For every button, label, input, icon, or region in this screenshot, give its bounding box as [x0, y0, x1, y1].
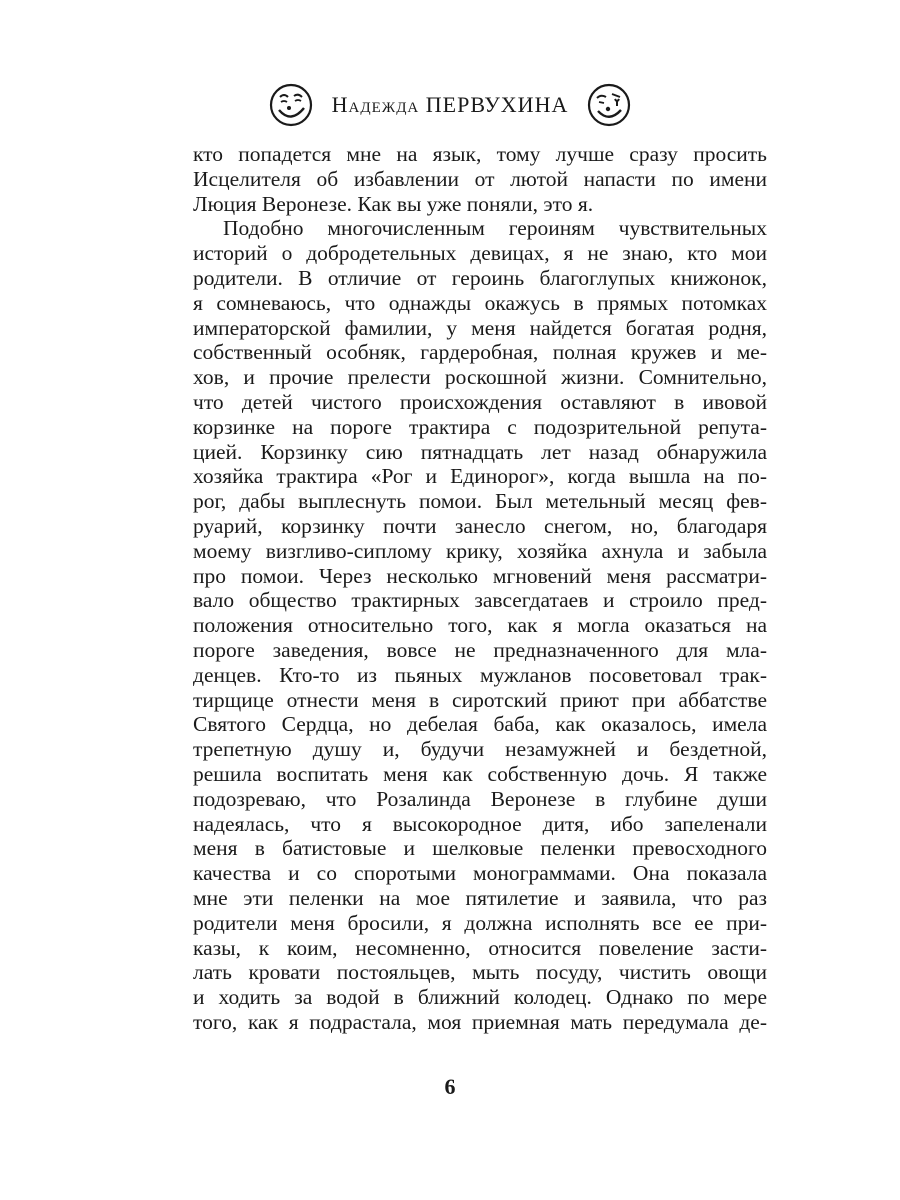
- winking-face-icon: [586, 82, 632, 128]
- text-line: про помои. Через несколько мгновений меня рассматри-: [193, 563, 767, 588]
- text-line: пороге заведения, вовсе не предназначенного для мла-: [193, 637, 767, 662]
- text-line: историй о добродетельных девицах, я не знаю, кто мои: [193, 241, 767, 266]
- text-line: хозяйка трактира «Рог и Единорог», когда вышла на по-: [193, 464, 767, 489]
- text-line: корзинке на пороге трактира с подозрительной репута-: [193, 414, 767, 439]
- text-line: Подобно многочисленным героиням чувствительных: [223, 216, 767, 241]
- text-line: тирщице отнести меня в сиротский приют при аббатстве: [193, 687, 767, 712]
- text-line: казы, к коим, несомненно, относится повеление засти-: [193, 935, 767, 960]
- author-name: [332, 92, 569, 118]
- text-line: что детей чистого происхождения оставляют в ивовой: [193, 389, 767, 414]
- text-line: положения относительно того, как я могла оказаться на: [193, 613, 767, 638]
- text-line: собственный особняк, гардеробная, полная кружев и ме-: [193, 340, 767, 365]
- text-line: вало общество трактирных завсегдатаев и строило пред-: [193, 588, 767, 613]
- author-first-name: Надежда: [331, 92, 420, 117]
- text-line: того, как я подрастала, моя приемная мать передумала де-: [193, 1009, 767, 1034]
- page-number: 6: [444, 1074, 456, 1099]
- text-line: и ходить за водой в ближний колодец. Однако по мере: [193, 985, 767, 1010]
- text-line: цией. Корзинку сию пятнадцать лет назад обнаружила: [193, 439, 767, 464]
- text-line: трепетную душу и, будучи незамужней и бездетной,: [193, 737, 767, 762]
- text-line: меня в батистовые и шелковые пеленки превосходного: [193, 836, 767, 861]
- text-line: хов, и прочие прелести роскошной жизни. Сомнительно,: [193, 365, 767, 390]
- running-header: [0, 82, 900, 128]
- text-line: подозреваю, что Розалинда Веронезе в глубине души: [193, 786, 767, 811]
- text-line: я сомневаюсь, что однажды окажусь в прямых потомках: [193, 290, 767, 315]
- text-line: надеялась, что я высокородное дитя, ибо запеленали: [193, 811, 767, 836]
- text-line: кто попадется мне на язык, тому лучше сразу просить: [193, 142, 767, 166]
- text-line: рог, дабы выплеснуть помои. Был метельный месяц фев-: [193, 489, 767, 514]
- author-last-name: ПЕРВУХИНА: [425, 92, 569, 117]
- smiley-face-icon: [268, 82, 314, 128]
- text-line: руарий, корзинку почти занесло снегом, но, благодаря: [193, 513, 767, 538]
- text-line: Исцелителя об избавлении от лютой напасти по имени: [193, 166, 767, 191]
- text-line: лать кровати постояльцев, мыть посуду, чистить овощи: [193, 960, 767, 985]
- text-line: Люция Веронезе. Как вы уже поняли, это я.: [193, 191, 594, 216]
- text-line: качества и со споротыми монограммами. Она показала: [193, 861, 767, 886]
- body-text: [193, 142, 767, 1035]
- text-line: родители меня бросили, я должна исполнять все ее при-: [193, 910, 767, 935]
- text-line: императорской фамилии, у меня найдется богатая родня,: [193, 315, 767, 340]
- text-line: Святого Сердца, но дебелая баба, как оказалось, имела: [193, 712, 767, 737]
- text-line: моему визгливо-сиплому крику, хозяйка ахнула и забыла: [193, 538, 767, 563]
- text-line: решила воспитать меня как собственную дочь. Я также: [193, 761, 767, 786]
- text-line: денцев. Кто-то из пьяных мужланов посоветовал трак-: [193, 662, 767, 687]
- text-line: родители. В отличие от героинь благоглупых книжонок,: [193, 265, 767, 290]
- text-line: мне эти пеленки на мое пятилетие и заявила, что раз: [193, 885, 767, 910]
